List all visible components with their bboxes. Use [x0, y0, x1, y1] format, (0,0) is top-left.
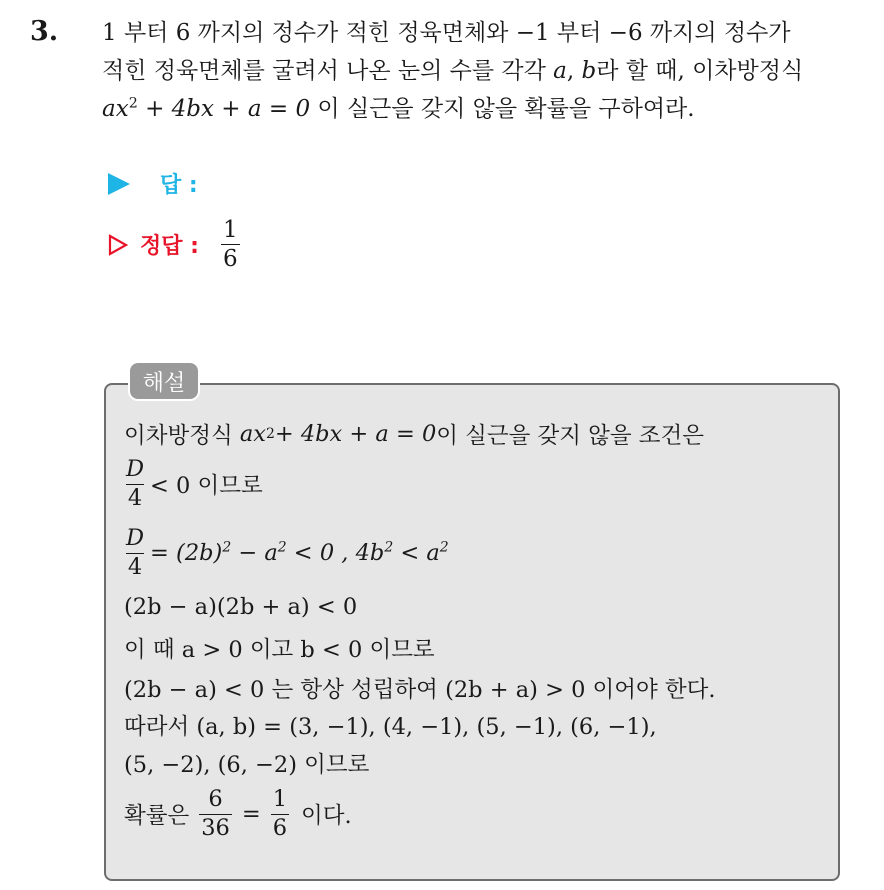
solution-text: (5, −2), (6, −2) 이므로	[124, 752, 370, 778]
fraction-denominator: 36	[201, 814, 230, 841]
fraction-denominator: 6	[272, 814, 288, 841]
equation-exponent: 2	[128, 95, 138, 112]
solution-expression	[150, 540, 449, 566]
solution-line-8	[124, 747, 369, 779]
answer-label: 답 :	[160, 173, 198, 198]
probability-fraction	[199, 788, 232, 840]
expr-exponent: 2	[384, 539, 394, 556]
solution-text: (2b − a)(2b + a) < 0	[124, 594, 358, 620]
fraction-numerator: 6	[208, 786, 223, 812]
solution-line-3	[124, 527, 449, 579]
fraction-denominator: 4	[127, 553, 143, 580]
discriminant-fraction	[124, 458, 146, 510]
expr-part: = (2b)	[150, 540, 223, 567]
solution-line-6	[124, 672, 716, 704]
correct-answer-row	[108, 218, 244, 271]
expr-part: < a	[393, 540, 440, 567]
solution-text-tail: 이다.	[301, 803, 352, 830]
fraction-denominator: 6	[222, 246, 238, 273]
solution-text: 확률은	[124, 803, 190, 830]
question-number: 3.	[30, 16, 59, 47]
solution-text: 따라서 (a, b) = (3, −1), (4, −1), (5, −1), (6, −1),	[124, 714, 657, 740]
solution-equation-b: + 4bx + a = 0	[274, 421, 437, 447]
variable-a: a	[553, 58, 567, 84]
equation-part-1: ax	[102, 96, 129, 122]
problem-line-2-tail: 라 할 때, 이차방정식	[596, 58, 804, 84]
problem-line-1: 1 부터 6 까지의 정수가 적힌 정육면체와 −1 부터 −6 까지의 정수가	[102, 20, 791, 46]
separator: ,	[566, 58, 582, 84]
variable-b: b	[581, 58, 597, 84]
solution-line-9	[124, 788, 352, 840]
problem-line-2-text: 적힌 정육면체를 굴려서 나온 눈의 수를 각각	[102, 58, 554, 84]
fraction-numerator: D	[126, 456, 145, 482]
solution-tab: 해설	[128, 361, 200, 401]
correct-answer-fraction	[221, 218, 240, 271]
fraction-numerator: D	[126, 525, 145, 551]
answer-row	[108, 168, 198, 199]
solution-text: 이 때 a > 0 이고 b < 0 이므로	[124, 637, 435, 663]
solution-equation-a: ax	[239, 421, 266, 447]
outline-play-triangle-icon	[108, 234, 128, 256]
expr-part: < 0 , 4b	[286, 540, 385, 567]
solution-text: < 0 이므로	[150, 473, 263, 500]
solution-line-1: 이차방정식 ax 2 + 4bx + a = 0 이 실근을 갖지 않을 조건은	[124, 418, 704, 450]
solution-line-7	[124, 709, 657, 741]
solid-play-triangle-icon	[108, 173, 130, 195]
solution-text-tail: 이 실근을 갖지 않을 조건은	[436, 423, 704, 449]
solution-line-2	[124, 458, 263, 510]
solution-line-4	[124, 594, 357, 620]
correct-answer-label: 정답 :	[140, 234, 199, 260]
expr-exponent: 2	[277, 539, 287, 556]
expr-exponent: 2	[222, 539, 232, 556]
solution-line-5	[124, 632, 435, 664]
fraction-numerator: 1	[272, 786, 288, 812]
result-fraction	[271, 788, 289, 840]
fraction-numerator: 1	[222, 217, 238, 243]
equation-part-2: + 4bx + a = 0	[137, 96, 311, 122]
problem-statement	[102, 14, 872, 128]
solution-text: 이차방정식	[124, 423, 233, 449]
expr-exponent: 2	[439, 539, 449, 556]
problem-line-3-text: 이 실근을 갖지 않을 확률을 구하여라.	[310, 96, 695, 122]
expr-part: − a	[231, 540, 278, 567]
solution-text: (2b − a) < 0 는 항상 성립하여 (2b + a) > 0 이어야 한다.	[124, 677, 716, 703]
problem-line-3	[102, 90, 872, 128]
equals-sign: =	[241, 801, 261, 828]
discriminant-fraction	[124, 527, 146, 579]
problem-line-2	[102, 52, 872, 90]
fraction-denominator: 4	[127, 484, 143, 511]
